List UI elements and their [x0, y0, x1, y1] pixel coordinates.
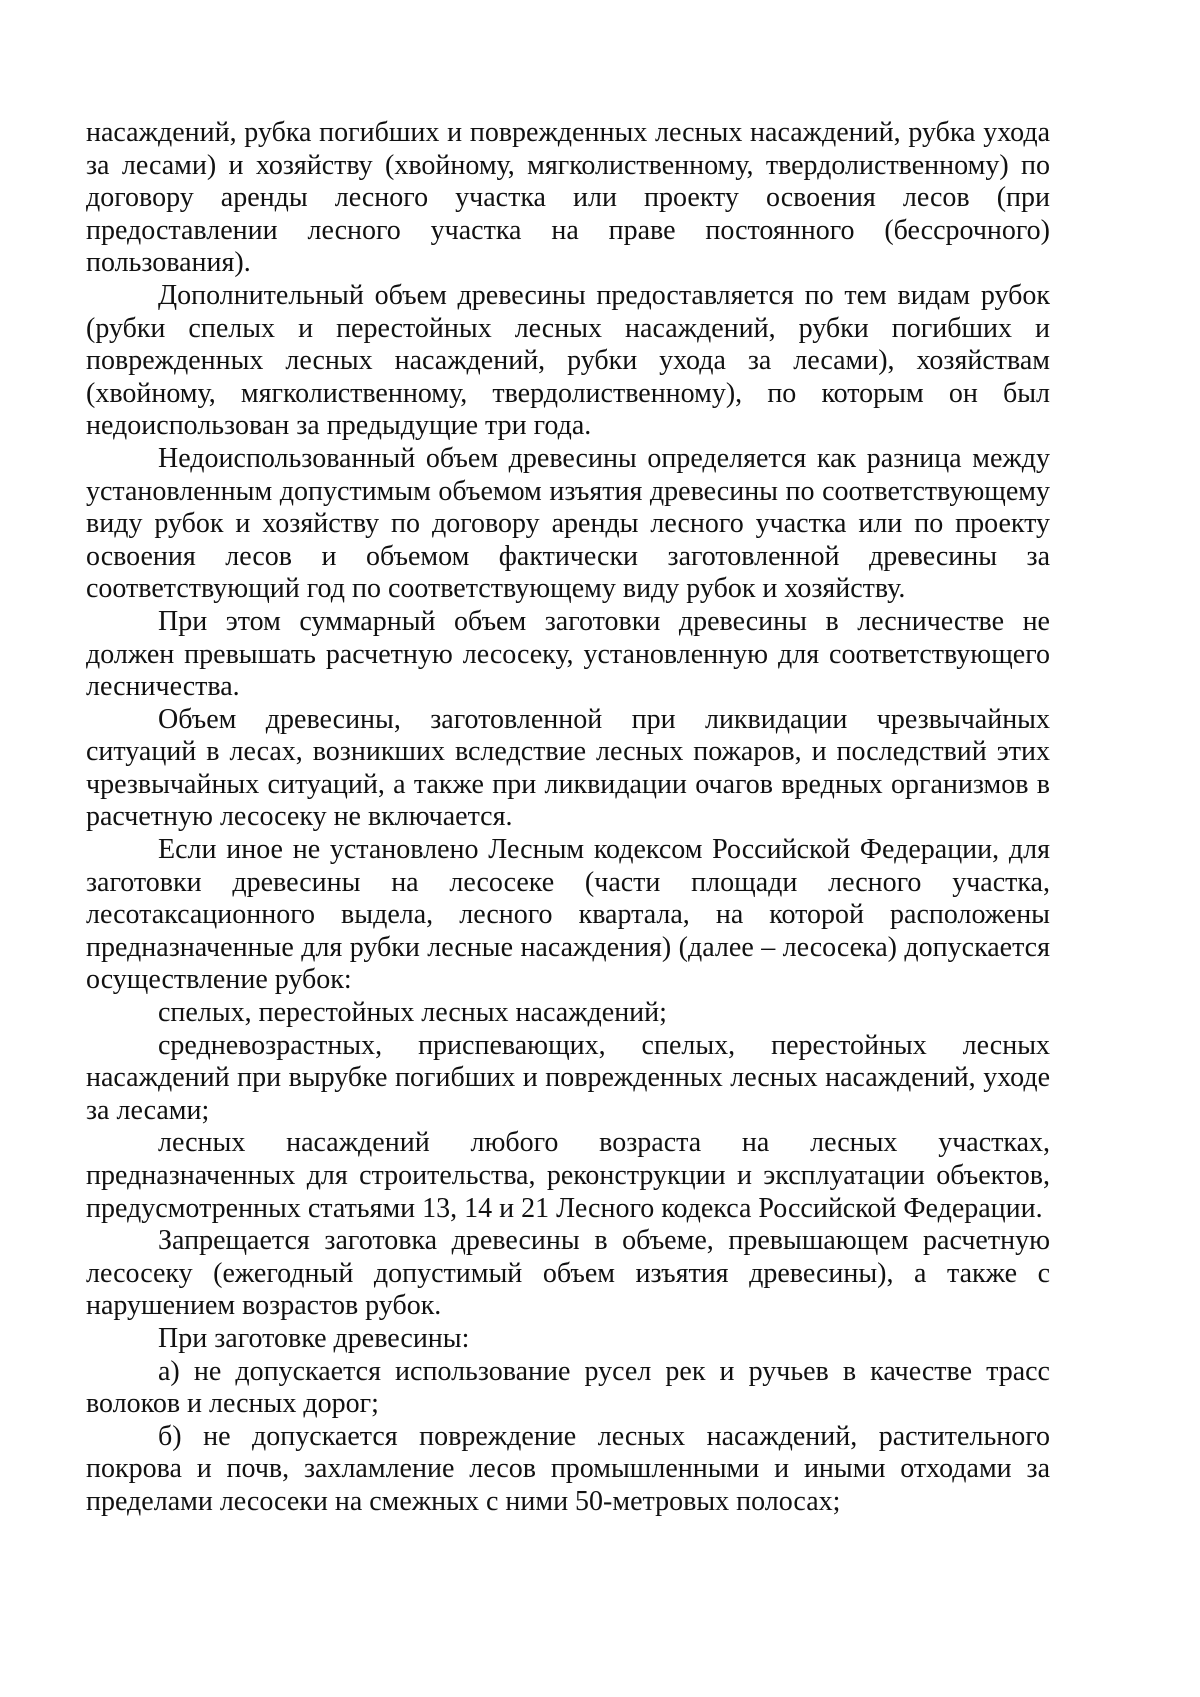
paragraph-continuation: насаждений, рубка погибших и поврежденных лесных насаждений, рубка ухода за лесами) и хозяйству (хвойному, мягколиственному, твердолиственному) по договору аренды лесного участка или проекту освоения лесов (при предоставлении лесного участка на праве постоянного (бессрочного) пользования). [86, 117, 1050, 279]
list-item-b: б) не допускается повреждение лесных насаждений, растительного покрова и почв, захламление лесов промышленными и иными отходами за пределами лесосеки на смежных с ними 50-метровых полосах; [86, 1420, 1050, 1517]
paragraph-prohibition: Запрещается заготовка древесины в объеме, превышающем расчетную лесосеку (ежегодный допустимый объем изъятия древесины), а также с нарушением возрастов рубок. [86, 1225, 1050, 1322]
paragraph-emergency-volume: Объем древесины, заготовленной при ликвидации чрезвычайных ситуаций в лесах, возникших вследствие лесных пожаров, и последствий этих чрезвычайных ситуаций, а также при ликвидации очагов вредных организмов в расчетную лесосеку не включается. [86, 703, 1050, 833]
list-item-a: а) не допускается использование русел рек и ручьев в качестве трасс волоков и лесных дорог; [86, 1355, 1050, 1420]
list-item-any-age-stands: лесных насаждений любого возраста на лесных участках, предназначенных для строительства, реконструкции и эксплуатации объектов, предусмотренных статьями 13, 14 и 21 Лесного кодекса Российской Федерации. [86, 1127, 1050, 1224]
paragraph-unused-volume: Недоиспользованный объем древесины определяется как разница между установленным допустимым объемом изъятия древесины по соответствующему виду рубок и хозяйству по договору аренды лесного участка или по проекту освоения лесов и объемом фактически заготовленной древесины за соответствующий год по соответствующему виду рубок и хозяйству. [86, 442, 1050, 605]
document-page [86, 117, 1050, 1519]
paragraph-additional-volume: Дополнительный объем древесины предоставляется по тем видам рубок (рубки спелых и перестойных лесных насаждений, рубки погибших и поврежденных лесных насаждений, рубки ухода за лесами), хозяйствам (хвойному, мягколиственному, твердолиственному), по которым он был недоиспользован за предыдущие три года. [86, 279, 1050, 442]
paragraph-cutting-types: Если иное не установлено Лесным кодексом Российской Федерации, для заготовки древесины на лесосеке (части площади лесного участка, лесотаксационного выдела, лесного квартала, на которой расположены предназначенные для рубки лесные насаждения) (далее – лесосека) допускается осуществление рубок: [86, 834, 1050, 996]
list-item-middle-aged-stands: средневозрастных, приспевающих, спелых, перестойных лесных насаждений при вырубке погибших и поврежденных лесных насаждений, уходе за лесами; [86, 1029, 1050, 1126]
list-item-mature-stands: спелых, перестойных лесных насаждений; [158, 997, 667, 1029]
paragraph-total-volume: При этом суммарный объем заготовки древесины в лесничестве не должен превышать расчетную лесосеку, установленную для соответствующего лесничества. [86, 605, 1050, 703]
paragraph-harvesting-rules-intro: При заготовке древесины: [158, 1322, 470, 1354]
